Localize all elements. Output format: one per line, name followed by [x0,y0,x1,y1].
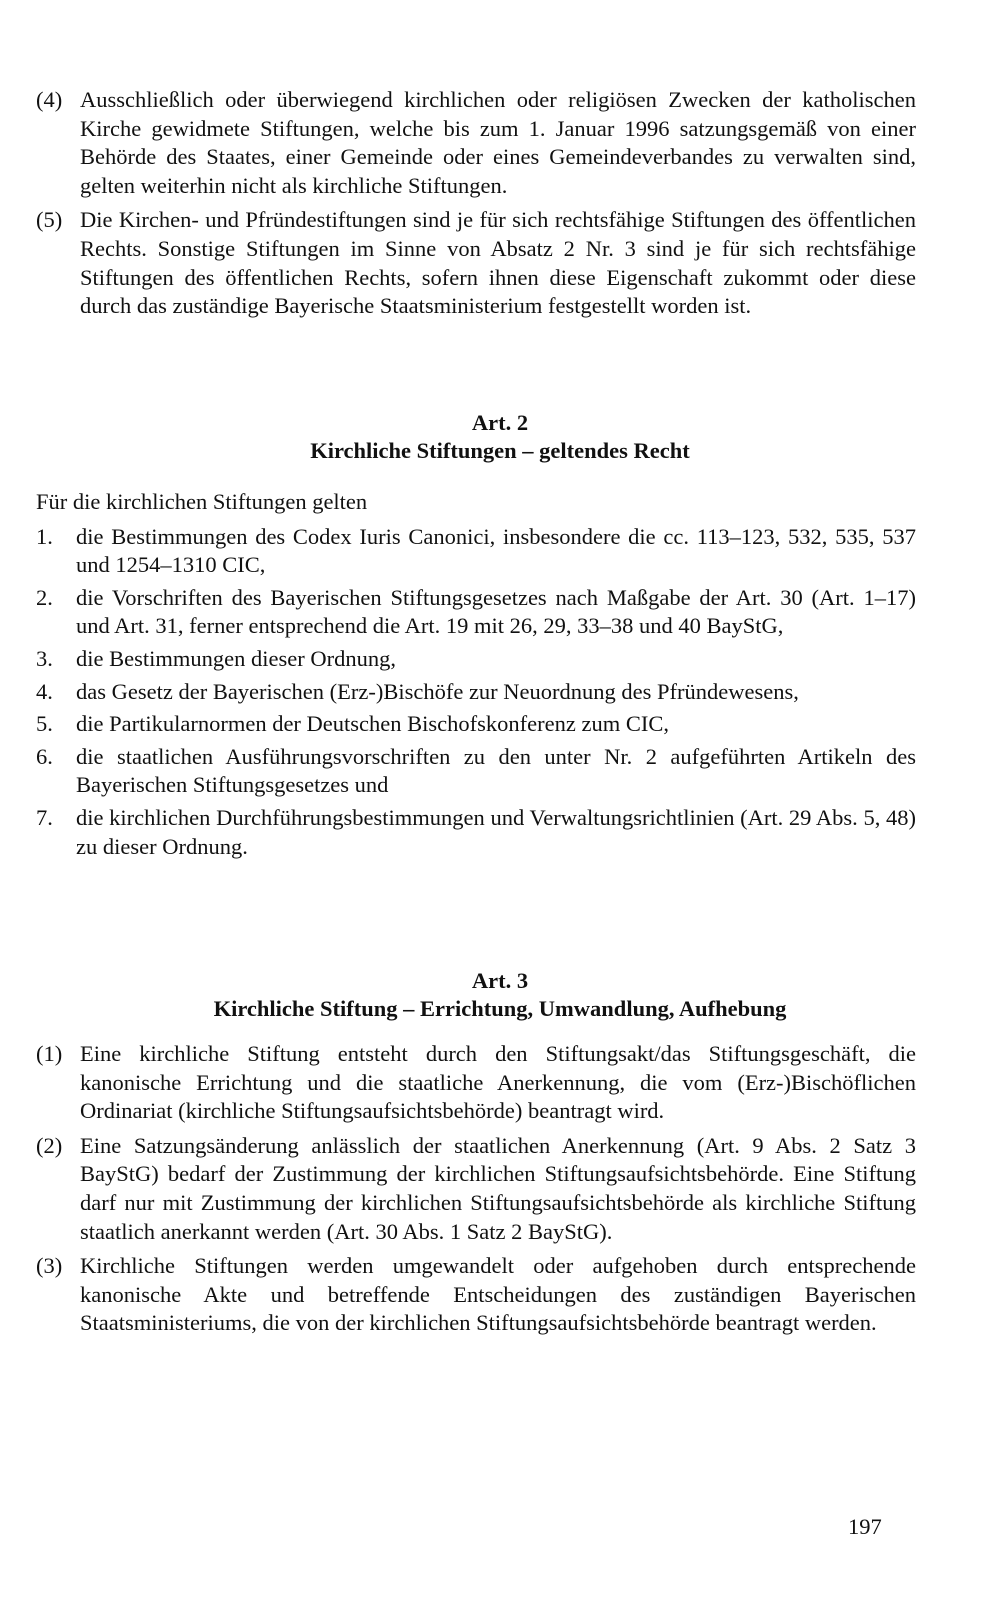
list-item [36,743,916,800]
para-text: Ausschließlich oder überwiegend kirchlichen oder religiösen Zwecken der katholischen Kirche gewidmete Stiftungen, welche bis zum 1. Januar 1996 satzungsgemäß von einer Behörde des Staates, einer Gemeinde oder eines Gemeindeverbandes zu verwalten sind, gelten weiterhin nicht als kirchliche Stiftungen. [80,87,916,198]
para-number: (5) [36,207,63,233]
item-number: 3. [36,645,53,671]
item-number: 1. [36,523,53,549]
list-item [36,804,916,861]
art3-body [36,1040,916,1344]
art2-body [36,488,916,865]
item-text: das Gesetz der Bayerischen (Erz-)Bischöfe zur Neuordnung des Pfründewesens, [76,678,799,704]
item-text: die Bestimmungen dieser Ordnung, [76,645,396,671]
para-number: (3) [36,1253,63,1279]
item-text: die Vorschriften des Bayerischen Stiftungsgesetzes nach Maßgabe der Art. 30 (Art. 1–17) und Art. 31, ferner entsprechend die Art. 19 mit 26, 29, 33–38 und 40 BayStG, [76,584,916,639]
art1-para-5 [36,206,916,320]
art3-number: Art. 3 [471,968,529,993]
art2-intro: Für die kirchlichen Stiftungen gelten [36,489,368,514]
item-number: 7. [36,804,53,830]
list-item [36,645,916,674]
art3-para-1 [36,1040,916,1126]
art3-para-3 [36,1252,916,1338]
list-item [36,678,916,707]
list-item [36,584,916,641]
para-number: (2) [36,1132,63,1158]
item-number: 2. [36,584,53,610]
para-text: Eine Satzungsänderung anlässlich der staatlichen Anerkennung (Art. 9 Abs. 2 Satz 3 BayStG) bedarf der Zustimmung der kirchlichen Stiftungsaufsichtsbehörde. Eine Stiftung darf nur mit Zustimmung der kirchlichen Stiftungsaufsichtsbehörde als kirchliche Stiftung staatlich anerkannt werden (Art. 30 Abs. 1 Satz 2 BayStG). [80,1132,916,1244]
item-text: die staatlichen Ausführungsvorschriften zu den unter Nr. 2 aufgeführten Artikeln des Bayerischen Stiftungsgesetzes und [76,743,916,798]
art3-title: Kirchliche Stiftung – Errichtung, Umwandlung, Aufhebung [213,996,787,1021]
para-number: (4) [36,87,63,112]
item-number: 5. [36,711,53,737]
art2-title: Kirchliche Stiftungen – geltendes Recht [310,438,690,463]
art3-para-2 [36,1132,916,1246]
page-number: 197 [848,1514,882,1539]
item-text: die Bestimmungen des Codex Iuris Canonici, insbesondere die cc. 113–123, 532, 535, 537 und 1254–1310 CIC, [76,523,916,578]
item-text: die kirchlichen Durchführungsbestimmungen und Verwaltungsrichtlinien (Art. 29 Abs. 5, 48) zu dieser Ordnung. [76,804,916,859]
item-text: die Partikularnormen der Deutschen Bischofskonferenz zum CIC, [76,711,669,737]
para-text: Die Kirchen- und Pfründestiftungen sind je für sich rechtsfähige Stiftungen des öffentlichen Rechts. Sonstige Stiftungen im Sinne von Absatz 2 Nr. 3 sind je für sich rechtsfähige Stiftungen des öffentlichen Rechts, sofern ihnen diese Eigenschaft zukommt oder diese durch das zuständige Bayerische Staatsministerium festgestellt worden ist. [80,207,916,319]
item-number: 6. [36,743,53,769]
art1-para-4 [36,86,916,200]
para-text: Eine kirchliche Stiftung entsteht durch den Stiftungsakt/das Stiftungsgeschäft, die kanonische Errichtung und die staatliche Anerkennung, die vom (Erz-)Bischöflichen Ordinariat (kirchliche Stiftungsaufsichtsbehörde) beantragt wird. [80,1041,916,1124]
list-item [36,710,916,739]
art2-number: Art. 2 [471,410,529,435]
list-item [36,523,916,580]
art1-paragraphs [36,86,916,327]
item-number: 4. [36,678,53,704]
para-text: Kirchliche Stiftungen werden umgewandelt oder aufgehoben durch entsprechende kanonische Akte und betreffende Entscheidungen des zuständigen Bayerischen Staatsministeriums, die von der kirchlichen Stiftungsaufsichtsbehörde beantragt werden. [80,1253,916,1336]
para-number: (1) [36,1041,63,1066]
